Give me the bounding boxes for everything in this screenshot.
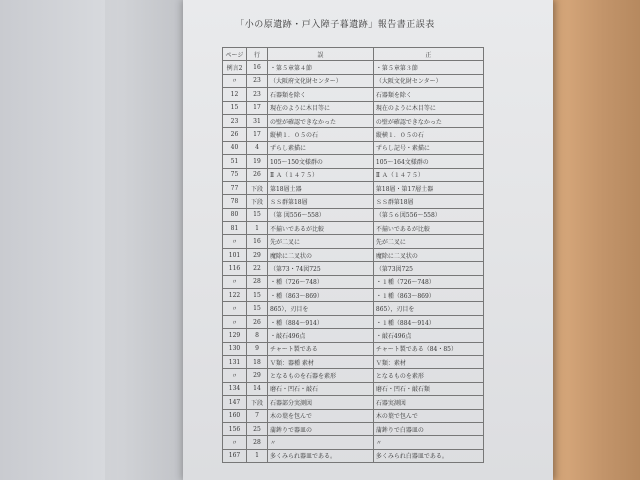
cell-page: 〃 [223,369,247,382]
table-row [223,61,484,74]
cell-line: 7 [247,409,268,422]
cell-line: 26 [247,315,268,328]
cell-page: 129 [223,329,247,342]
table-row [223,222,484,235]
cell-right: 蒲鉾りで白器皿の [373,422,483,435]
cell-page: 75 [223,168,247,181]
cell-right: ・１種（863～869） [373,289,483,302]
cell-wrong: 多くみられ器皿である。 [267,449,373,462]
cell-line: 31 [247,114,268,127]
table-row [223,436,484,449]
cell-wrong: となるものを石器を素形 [267,369,373,382]
cell-wrong: 先が二叉に [267,235,373,248]
cell-page: 23 [223,114,247,127]
cell-page: 26 [223,128,247,141]
header-wrong: 誤 [267,48,373,61]
cell-right: （大阪文化財センター） [373,74,483,87]
cell-wrong: （第 図556～558） [267,208,373,221]
cell-line: 29 [247,369,268,382]
cell-wrong: 磨石・凹石・敲石 [267,382,373,395]
cell-line: 下段 [247,181,268,194]
table-row [223,248,484,261]
cell-line: 17 [247,128,268,141]
cell-page: 122 [223,289,247,302]
cell-wrong: ・第５章第４節 [267,61,373,74]
cell-wrong: 蒲鉾りで器皿の [267,422,373,435]
table-row [223,289,484,302]
table-row [223,114,484,127]
cell-wrong: （第73・74図725 [267,262,373,275]
cell-page: 116 [223,262,247,275]
header-page: ページ [223,48,247,61]
table-header-row [223,48,484,61]
cell-right: Ⅱ Ａ（１４７５） [373,168,483,181]
cell-line: 15 [247,289,268,302]
cell-wrong: ・敲石496点 [267,329,373,342]
cell-page: 147 [223,396,247,409]
cell-right: 不揃いであるが比較 [373,222,483,235]
table-row [223,315,484,328]
table-row [223,88,484,101]
cell-page: 80 [223,208,247,221]
cell-right: となるものを素形 [373,369,483,382]
cell-line: 28 [247,436,268,449]
cell-line: 4 [247,141,268,154]
cell-wrong: 〃 [267,436,373,449]
table-row [223,422,484,435]
header-line: 行 [247,48,268,61]
table-row [223,195,484,208]
cell-wrong: Ｖ類：器種 素材 [267,355,373,368]
errata-table [222,47,484,463]
cell-line: 17 [247,101,268,114]
cell-line: 16 [247,61,268,74]
cell-right: （第５６図556～558） [373,208,483,221]
cell-line: 26 [247,168,268,181]
cell-page: 81 [223,222,247,235]
cell-right: （第73図725 [373,262,483,275]
cell-wrong: ・種（726～748） [267,275,373,288]
booklet-page-shadow [105,0,190,480]
table-row [223,262,484,275]
cell-right: 現在のように木目等に [373,101,483,114]
cell-right: 縦横１．０５の石 [373,128,483,141]
table-row [223,168,484,181]
cell-right: 〃 [373,436,483,449]
cell-page: 78 [223,195,247,208]
cell-line: 19 [247,155,268,168]
cell-right: 魔除に二叉状の [373,248,483,261]
cell-wrong: 木の葉を包んで [267,409,373,422]
cell-page: 〃 [223,235,247,248]
table-row [223,396,484,409]
cell-page: 51 [223,155,247,168]
table-row [223,208,484,221]
table-row [223,369,484,382]
cell-wrong: 魔除に二叉状の [267,248,373,261]
table-row [223,235,484,248]
table-row [223,74,484,87]
cell-line: 18 [247,355,268,368]
cell-page: 156 [223,422,247,435]
header-right: 正 [373,48,483,61]
underlying-booklet-page [0,0,200,480]
cell-line: 下段 [247,195,268,208]
cell-page: 〃 [223,74,247,87]
cell-right: 先が二叉に [373,235,483,248]
table-row [223,275,484,288]
cell-line: 9 [247,342,268,355]
cell-right: チャート製である（84・85） [373,342,483,355]
cell-right: 石器類を除く [373,88,483,101]
cell-wrong: ・種（884～914） [267,315,373,328]
cell-right: 865），刃目を [373,302,483,315]
table-row [223,128,484,141]
cell-page: 〃 [223,436,247,449]
table-row [223,155,484,168]
cell-wrong: チャート製である [267,342,373,355]
table-row [223,342,484,355]
table-row [223,141,484,154]
table-row [223,449,484,462]
table-row [223,181,484,194]
cell-line: 下段 [247,396,268,409]
cell-line: 15 [247,208,268,221]
cell-right: 多くみられ白器皿である。 [373,449,483,462]
cell-page: 〃 [223,275,247,288]
cell-page: 例言2 [223,61,247,74]
errata-title: 「小の原遺跡・戸入障子暮遺跡」報告書正誤表 [235,20,435,30]
table-row [223,382,484,395]
cell-right: 105～164文様群の [373,155,483,168]
cell-wrong: 105～150文様群の [267,155,373,168]
cell-wrong: （大阪府文化財センター） [267,74,373,87]
cell-wrong: 不揃いであるが比較 [267,222,373,235]
cell-wrong: 現在のように木目等に [267,101,373,114]
cell-wrong: ・種（863～869） [267,289,373,302]
cell-line: 15 [247,302,268,315]
cell-page: 130 [223,342,247,355]
cell-wrong: 縦横１．０５の石 [267,128,373,141]
cell-line: 28 [247,275,268,288]
cell-line: 1 [247,449,268,462]
cell-wrong: 石器部分実測図 [267,396,373,409]
cell-line: 25 [247,422,268,435]
cell-right: の壁が確認できなかった [373,114,483,127]
cell-wrong: ＳＳ群第18層 [267,195,373,208]
cell-right: Ｖ類：素材 [373,355,483,368]
table-row [223,355,484,368]
cell-page: 〃 [223,302,247,315]
cell-right: ・第５章第３節 [373,61,483,74]
cell-right: ・敲石496点 [373,329,483,342]
cell-page: 15 [223,101,247,114]
cell-line: 29 [247,248,268,261]
cell-page: 101 [223,248,247,261]
cell-wrong: 石器類を除く [267,88,373,101]
cell-page: 40 [223,141,247,154]
cell-right: ＳＳ群第18層 [373,195,483,208]
cell-line: 23 [247,74,268,87]
cell-right: ・１種（726～748） [373,275,483,288]
cell-right: ・１種（884～914） [373,315,483,328]
cell-page: 131 [223,355,247,368]
cell-line: 22 [247,262,268,275]
cell-line: 8 [247,329,268,342]
cell-wrong: Ⅱ Ａ（１４７５） [267,168,373,181]
cell-right: 第18層・第17層土器 [373,181,483,194]
cell-line: 16 [247,235,268,248]
cell-right: 磨石・凹石・敲石類 [373,382,483,395]
table-row [223,302,484,315]
cell-wrong: ずらし素描に [267,141,373,154]
cell-page: 160 [223,409,247,422]
cell-right: 石器実測図 [373,396,483,409]
cell-page: 77 [223,181,247,194]
cell-page: 〃 [223,315,247,328]
cell-page: 167 [223,449,247,462]
cell-line: 1 [247,222,268,235]
cell-wrong: 865），刃目を [267,302,373,315]
cell-line: 23 [247,88,268,101]
cell-wrong: の壁が確認できなかった [267,114,373,127]
cell-page: 12 [223,88,247,101]
cell-right: 木の葉で包んで [373,409,483,422]
table-row [223,329,484,342]
table-row [223,101,484,114]
cell-wrong: 第18層土器 [267,181,373,194]
cell-page: 134 [223,382,247,395]
table-row [223,409,484,422]
cell-right: ずらし記号・素描に [373,141,483,154]
cell-line: 14 [247,382,268,395]
